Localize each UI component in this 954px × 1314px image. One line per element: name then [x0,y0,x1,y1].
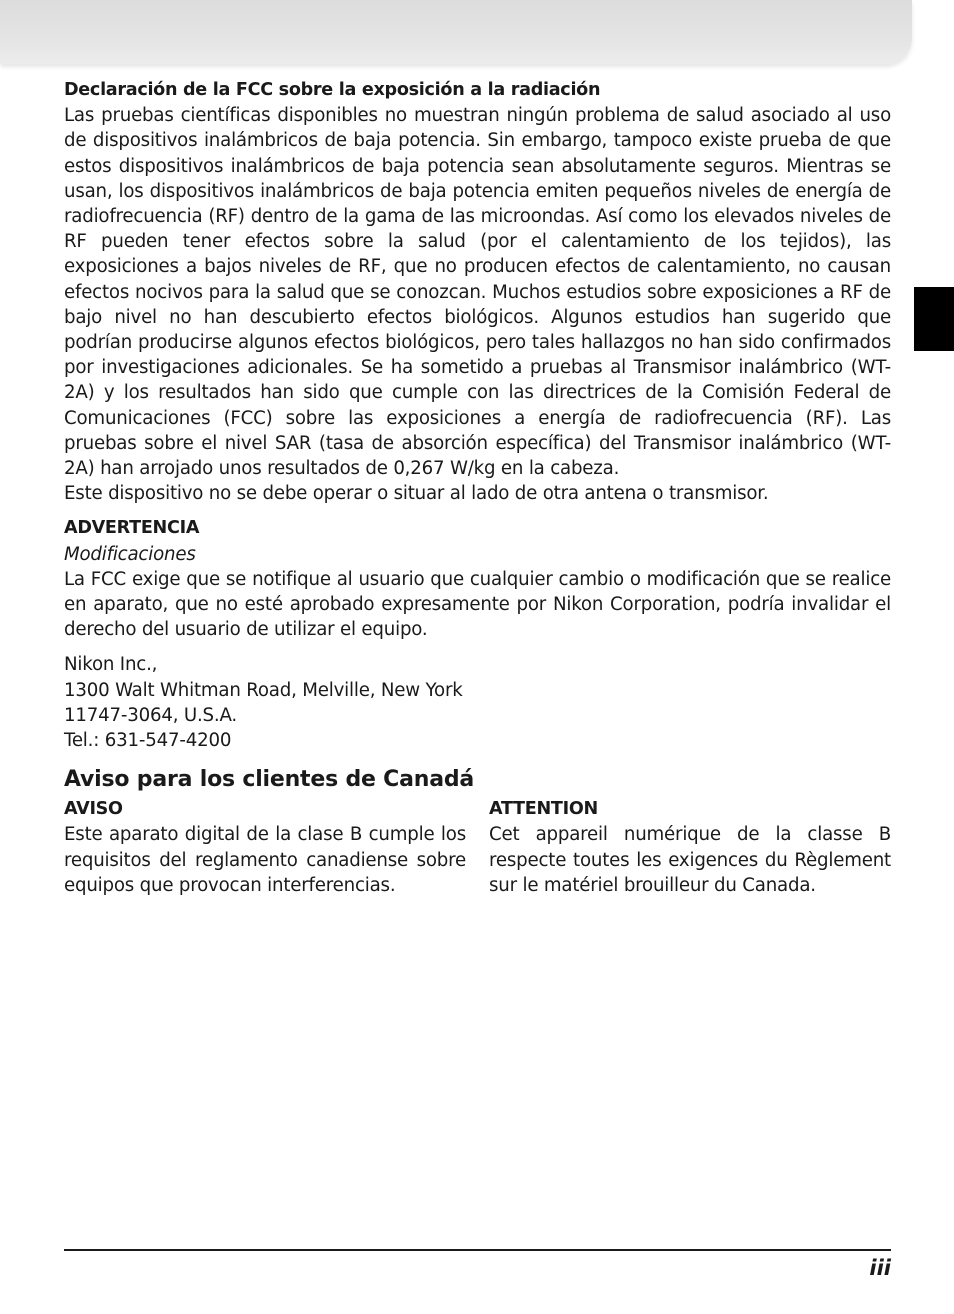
canada-right-heading: ATTENTION [489,799,598,820]
canada-right-body: Cet appareil numérique de la classe B respecte toutes les exigences du Règlement sur le matériel brouilleur du Canada. [489,824,891,896]
address-block [64,652,891,753]
fcc-body: Las pruebas científicas disponibles no muestran ningún problema de salud asociado al uso de dispositivos inalámbricos de baja potencia. Sin embargo, tampoco existe prueba de que estos dispositivos inalámbricos de baja potencia sean absolutamente seguros. Mientras se usan, los dispositivos inalámbricos de baja potencia emiten pequeños niveles de energía de radiofrecuencia (RF) dentro de la gama de las microondas. Así como los elevados niveles de RF pueden tener efectos sobre la salud (por el calentamiento de los tejidos), las exposiciones a bajos niveles de RF, que no producen efectos de calentamiento, no causan efectos nocivos para la salud que se conozcan. Muchos estudios sobre exposiciones a RF de bajo nivel no han descubierto efectos biológicos. Algunos estudios han sugerido que podrían producirse algunos efectos biológicos, pero tales hallazgos no han sido confirmados por investigaciones adicionales. Se ha sometido a pruebas al Transmisor inalámbrico (WT-2A) y los resultados han sido que cumple con las directrices de la Comisión Federal de Comunicaciones (FCC) sobre las exposiciones a energía de radiofrecuencia (RF). Las pruebas sobre el nivel SAR (tasa de absorción específica) del Transmisor inalámbrico (WT-2A) han arrojado unos resultados de 0,267 W/kg en la cabeza. [64,105,891,480]
canada-left-heading: AVISO [64,799,123,820]
canada-title: Aviso para los clientes de Canadá [64,767,475,793]
footer-rule [64,1249,891,1251]
canada-columns [64,797,891,898]
fcc-heading: Declaración de la FCC sobre la exposición a la radiación [64,80,601,100]
address-tel: Tel.: 631-547-4200 [64,730,232,752]
warning-subheading: Modificaciones [64,543,196,565]
canada-column-right [489,797,891,898]
address-company: Nikon Inc., [64,654,158,676]
section-tab-marker [914,287,954,351]
address-postal: 11747-3064, U.S.A. [64,704,237,726]
canada-left-body: Este aparato digital de la clase B cumple los requisitos del reglamento canadiense sobre equipos que provocan interferencias. [64,824,466,896]
warning-body: La FCC exige que se notifique al usuario que cualquier cambio o modificación que se realice en aparato, que no esté aprobado expresamente por Nikon Corporation, podría invalidar el derecho del usuario de utilizar el equipo. [64,568,891,641]
fcc-note: Este dispositivo no se debe operar o situar al lado de otra antena o transmisor. [64,483,769,505]
page-content [64,78,891,898]
page-number: iii [869,1256,891,1280]
warning-heading: ADVERTENCIA [64,518,200,539]
header-band [0,0,912,64]
canada-column-left [64,797,466,898]
address-street: 1300 Walt Whitman Road, Melville, New York [64,679,463,701]
